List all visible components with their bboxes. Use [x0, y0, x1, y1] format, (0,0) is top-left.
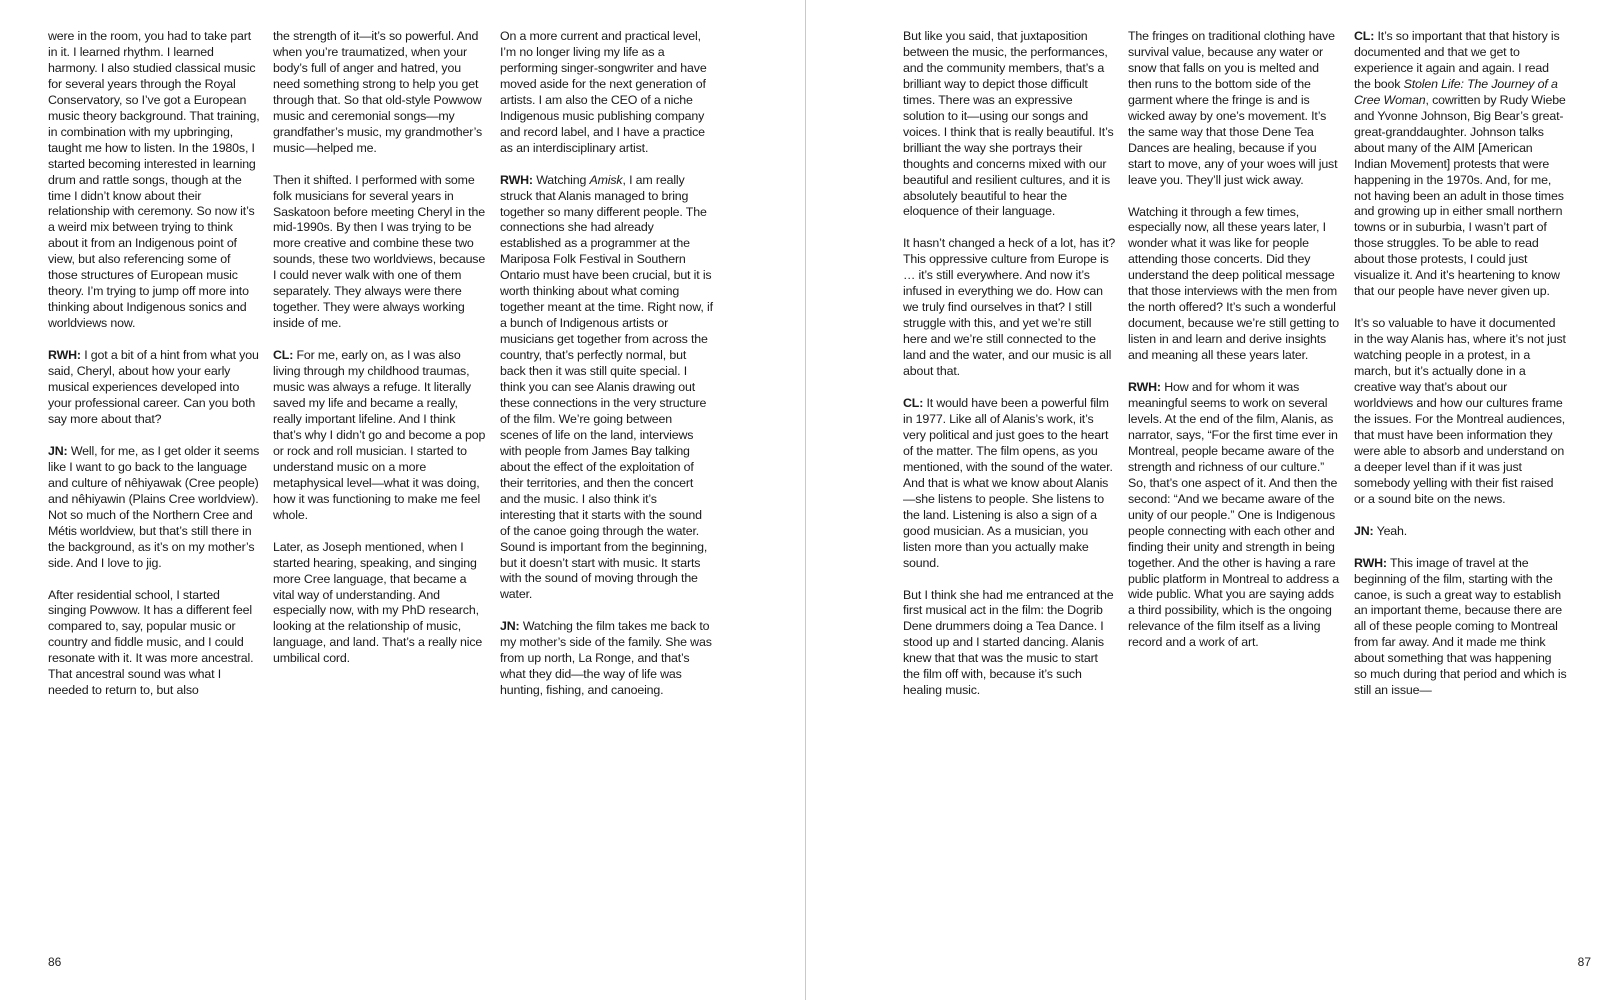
paragraph: [500, 173, 713, 604]
paragraph-text: the strength of it—it’s so powerful. And when you’re traumatized, when your body’s full of anger and hatred, you need something strong to help you get through that. So that old-style Powwow music and ceremonial songs—my grandfather’s music, my grandmother’s music—helped me.: [273, 29, 483, 155]
page-number-left: 86: [48, 955, 62, 969]
speaker-label: CL:: [1354, 29, 1375, 43]
paragraph-text: Watching: [536, 172, 590, 187]
paragraph-text: This image of travel at the beginning of the film, starting with the canoe, is such a great way to establish an important theme, because there are all of these people coming to Montreal from far away. And it made me think about something that was happening so much during that period and which is still an issue—: [1354, 555, 1567, 698]
paragraph-text: Watching it through a few times, especially now, all these years later, I wonder what it was like for people attending those concerts. Did they understand the deep political message that those interviews with the men from the north offered? It’s such a wonderful document, because we’re still getting to listen in and learn and derive insights and meaning all these years later.: [1128, 204, 1339, 363]
italic-title: Stolen Life: The Journey of a Cree Woman: [1354, 76, 1558, 107]
paragraph-text: How and for whom it was meaningful seems to work on several levels. At the end of the film, Alanis, as narrator, says, “For the first time ever in Montreal, people became aware of the strength and richness of our culture.” So, that’s one aspect of it. And then the second: “And we became aware of the unity of our people.” One is Indigenous people connecting with each other and finding their unity and strength in being together. And the other is having a rare public platform in Montreal to address a wide public. What you are saying adds a third possibility, which is the ongoing relevance of the film itself as a living record and a work of art.: [1128, 380, 1339, 650]
paragraph: [1128, 380, 1341, 651]
right-page: [806, 0, 1613, 1000]
paragraph: [903, 588, 1116, 700]
paragraph: [903, 396, 1116, 571]
paragraph-text: It’s so important that that history is documented and that we get to experience it again and again. I read the book: [1354, 29, 1560, 91]
italic-title: Amisk: [589, 172, 623, 187]
right-column-2: [1128, 29, 1341, 667]
paragraph-text: It’s so valuable to have it documented in the way Alanis has, where it’s not just watching people in a protest, in a march, but it’s actually done in a creative way that’s about our worldviews and how our cultures frame the issues. For the Montreal audiences, that must have been information they were able to absorb and understand on a deeper level than if it was just somebody yelling with their fist raised or a sound bite on the news.: [1354, 316, 1566, 506]
paragraph: [1354, 316, 1567, 507]
paragraph-text: I got a bit of a hint from what you said, Cheryl, about how your early musical experiences developed into your professional career. Can you both say more about that?: [48, 348, 259, 426]
paragraph-text: Well, for me, as I get older it seems like I want to go back to the language and culture of nêhiyawak (Cree people) and nêhiyawin (Plains Cree worldview). Not so much of the Northern Cree and Métis worldview, but that’s still there in the background, as it’s on my mother’s side. And I love to jig.: [48, 443, 260, 570]
page-number-right: 87: [1577, 955, 1591, 969]
speaker-label: JN:: [48, 443, 68, 458]
paragraph: [1128, 29, 1341, 189]
paragraph: [1354, 556, 1567, 700]
paragraph-text: , cowritten by Rudy Wiebe and Yvonne Johnson, Big Bear’s great-great-granddaughter. Johnson talks about many of the AIM [American Indian Movement] protests that were happening in the 1970s. And, for me, not having been an adult in those times and growing up in either small northern towns or in suburbia, I wasn’t part of those struggles. To be able to read about those protests, I could just visualize it. And it’s heartening to know that our people have never given up.: [1354, 92, 1566, 299]
paragraph-text: , I am really struck that Alanis managed to bring together so many different people. The connections she had already established as a programmer at the Mariposa Folk Festival in Southern Ontario must have been crucial, but it is worth thinking about what coming together meant at the time. Right now, if a bunch of Indigenous artists or musicians get together from across the country, that’s perfectly normal, but back then it was still quite special. I think you can see Alanis drawing out these connections in the very structure of the film. We’re going between scenes of life on the land, interviews with people from James Bay talking about the effect of the exploitation of their territories, and then the concert and the music. I also think it’s interesting that it starts with the sound of the canoe going through the water. Sound is important from the beginning, but it doesn’t start with music. It starts with the sound of moving through the water.: [500, 172, 713, 602]
left-page: [0, 0, 806, 1000]
paragraph-text: On a more current and practical level, I’m no longer living my life as a performing singer-songwriter and have moved aside for the next generation of artists. I am also the CEO of a niche Indigenous music publishing company and record label, and I have a practice as an interdisciplinary artist.: [500, 29, 707, 155]
paragraph-text: Then it shifted. I performed with some folk musicians for several years in Saskatoon before meeting Cheryl in the mid-1990s. By then I was trying to be more creative and combine these two sounds, these two worldviews, because I could never walk with one of them separately. They always were there together. They were always working inside of me.: [273, 172, 486, 331]
speaker-label: CL:: [273, 348, 294, 363]
paragraph-text: After residential school, I started singing Powwow. It has a different feel compared to, say, popular music or country and fiddle music, and I could resonate with it. It was more ancestral. That ancestral sound was what I needed to return to, but also: [48, 587, 254, 698]
paragraph: [273, 29, 486, 157]
speaker-label: RWH:: [500, 172, 533, 187]
paragraph-text: It would have been a powerful film in 1977. Like all of Alanis’s work, it’s very political and just goes to the heart of the matter. The film opens, as you mentioned, with the sound of the water. And that is what we know about Alanis—she listens to people. She listens to the land. Listening is also a sign of a good musician. As a musician, you listen more than you actually make sound.: [903, 396, 1113, 570]
paragraph: [48, 29, 261, 332]
paragraph: [903, 236, 1116, 380]
speaker-label: RWH:: [1128, 380, 1161, 395]
left-column-3: [500, 29, 713, 715]
paragraph: [500, 619, 713, 699]
left-column-2: [273, 29, 486, 683]
paragraph-text: were in the room, you had to take part in it. I learned rhythm. I learned harmony. I also studied classical music for several years through the Royal Conservatory, so I’ve got a European music theory background. That training, in combination with my upbringing, taught me how to listen. In the 1980s, I started becoming interested in learning drum and rattle songs, though at the time I didn’t know about their relationship with ceremony. So now it’s a weird mix between trying to think about it from an Indigenous point of view, but also referencing some of those structures of European music theory. I’m trying to jump off more into thinking about Indigenous sonics and worldviews now.: [48, 29, 260, 331]
paragraph-text: Later, as Joseph mentioned, when I started hearing, speaking, and singing more Cree language, that became a vital way of understanding. And especially now, with my PhD research, looking at the relationship of music, language, and land. That’s a really nice umbilical cord.: [273, 539, 483, 666]
paragraph: [273, 173, 486, 333]
paragraph: [48, 588, 261, 700]
speaker-label: JN:: [500, 619, 520, 634]
paragraph: [500, 29, 713, 157]
paragraph: [273, 348, 486, 523]
paragraph: [903, 29, 1116, 220]
paragraph-text: The fringes on traditional clothing have survival value, because any water or snow that falls on you is melted and then runs to the bottom side of the garment where the fringe is and is wicked away by one’s movement. It’s the same way that those Dene Tea Dances are healing, because if you start to move, any of your woes will just leave you. They’ll just wick away.: [1128, 29, 1338, 187]
speaker-label: RWH:: [1354, 555, 1387, 570]
speaker-label: CL:: [903, 396, 924, 411]
paragraph: [1128, 205, 1341, 365]
speaker-label: RWH:: [48, 348, 81, 363]
left-column-1: [48, 29, 261, 715]
speaker-label: JN:: [1354, 523, 1374, 538]
paragraph-text: For me, early on, as I was also living through my childhood traumas, music was always a refuge. It literally saved my life and became a really, really important lifeline. And I think that’s why I didn’t go and become a pop or rock and roll musician. I started to understand music on a more metaphysical level—what it was doing, how it was functioning to make me feel whole.: [273, 348, 486, 522]
paragraph-text: But like you said, that juxtaposition between the music, the performances, and the community members, that’s a brilliant way to depict those difficult times. There was an expressive solution to it—using our songs and voices. I think that is really beautiful. It’s brilliant the way she portrays their thoughts and concerns mixed with our beautiful and resilient cultures, and it is absolutely beautiful to hear the eloquence of their language.: [903, 29, 1114, 219]
right-column-3: [1354, 29, 1567, 715]
paragraph: [1354, 29, 1567, 300]
right-column-1: [903, 29, 1116, 715]
paragraph-text: Yeah.: [1376, 523, 1408, 538]
paragraph: [48, 348, 261, 428]
paragraph: [273, 540, 486, 668]
paragraph-text: It hasn’t changed a heck of a lot, has it? This oppressive culture from Europe is … it’s still everywhere. And now it’s infused in everything we do. How can we truly find ourselves in that? I still struggle with this, and yet we’re still here and we’re still connected to the land and the water, and our music is all about that.: [903, 236, 1116, 379]
paragraph: [1354, 524, 1567, 540]
paragraph: [48, 444, 261, 572]
paragraph-text: But I think she had me entranced at the first musical act in the film: the Dogrib Dene drummers doing a Tea Dance. I stood up and I started dancing. Alanis knew that that was the music to start the film off with, because it’s such healing music.: [903, 587, 1114, 698]
paragraph-text: Watching the film takes me back to my mother’s side of the family. She was from up north, La Ronge, and that’s what they did—the way of life was hunting, fishing, and canoeing.: [500, 619, 712, 698]
